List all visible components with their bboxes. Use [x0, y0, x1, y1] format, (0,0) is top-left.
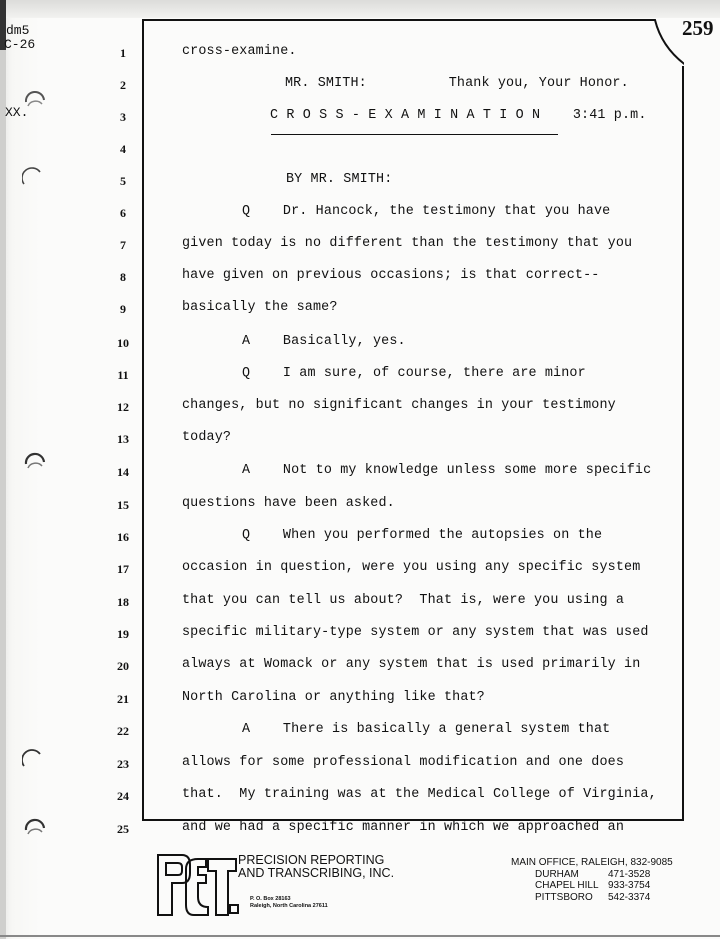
transcript-line: have given on previous occasions; is that correct--	[182, 268, 600, 283]
line-number: 21	[117, 692, 129, 706]
heading-underline	[271, 134, 558, 135]
transcript-line: occasion in question, were you using any specific system	[182, 560, 641, 575]
transcript-line: allows for some professional modification and one does	[182, 755, 625, 770]
line-number: 15	[117, 498, 129, 512]
scan-top-shadow	[0, 0, 720, 18]
margin-mark: XX.	[5, 105, 29, 120]
margin-initials: dm5	[6, 23, 30, 38]
transcript-line: Q Dr. Hancock, the testimony that you have	[242, 204, 611, 219]
scan-left-edge	[0, 0, 6, 939]
transcript-line: that you can tell us about? That is, were you using a	[182, 593, 625, 608]
line-number: 10	[117, 336, 129, 350]
line-number: 4	[120, 142, 126, 156]
firm-name	[238, 854, 394, 880]
transcript-line: questions have been asked.	[182, 496, 395, 511]
office-phone: 933-3754	[608, 880, 651, 891]
transcript-line: C R O S S - E X A M I N A T I O N 3:41 p.m.	[270, 108, 647, 123]
firm-address	[250, 896, 328, 910]
line-number: 11	[117, 368, 129, 382]
line-number: 17	[117, 562, 129, 576]
line-number: 2	[120, 78, 126, 92]
transcript-line: given today is no different than the testimony that you	[182, 236, 633, 251]
transcript-line: A Not to my knowledge unless some more specific	[242, 463, 652, 478]
footer-rule	[0, 935, 720, 937]
line-number: 25	[117, 822, 129, 836]
binder-hole-icon	[22, 812, 48, 838]
margin-code: C-26	[4, 37, 36, 52]
binder-hole-icon	[22, 164, 48, 190]
line-number: 9	[120, 302, 126, 316]
transcript-line: and we had a specific manner in which we approached an	[182, 820, 625, 835]
line-number: 5	[120, 174, 126, 188]
transcript-line: A Basically, yes.	[242, 334, 406, 349]
office-phone: 471-3528	[608, 868, 651, 880]
transcript-line: North Carolina or anything like that?	[182, 690, 485, 705]
office-row	[511, 892, 673, 904]
transcript-line: that. My training was at the Medical College of Virginia,	[182, 787, 657, 802]
main-office: MAIN OFFICE, RALEIGH, 832-9085	[511, 857, 673, 868]
line-number: 18	[117, 595, 129, 609]
transcript-line: basically the same?	[182, 300, 338, 315]
transcript-line: today?	[182, 430, 232, 445]
office-city: DURHAM	[535, 868, 579, 880]
line-number: 24	[117, 789, 129, 803]
line-number: 8	[120, 270, 126, 284]
transcript-line: changes, but no significant changes in your testimony	[182, 398, 616, 413]
line-number: 16	[117, 530, 129, 544]
transcript-line: A There is basically a general system that	[242, 722, 611, 737]
address-line-1: P. O. Box 28163	[250, 896, 291, 902]
line-number: 20	[117, 659, 129, 673]
transcript-line: specific military-type system or any system that was used	[182, 625, 649, 640]
line-number: 7	[120, 238, 126, 252]
line-number: 14	[117, 465, 129, 479]
transcript-line: always at Womack or any system that is used primarily in	[182, 657, 641, 672]
line-number: 12	[117, 400, 129, 414]
line-number: 1	[120, 46, 126, 60]
binder-hole-icon	[22, 744, 48, 770]
firm-line-1: PRECISION REPORTING	[238, 853, 385, 867]
office-list	[511, 857, 673, 903]
line-number: 23	[117, 757, 129, 771]
address-line-2: Raleigh, North Carolina 27611	[250, 903, 328, 909]
line-number: 22	[117, 724, 129, 738]
office-row	[511, 880, 673, 892]
binder-hole-icon	[22, 446, 48, 472]
line-number: 3	[120, 110, 126, 124]
transcript-line: MR. SMITH: Thank you, Your Honor.	[285, 76, 629, 91]
line-number: 19	[117, 627, 129, 641]
transcript-line: Q When you performed the autopsies on the	[242, 528, 603, 543]
office-city: CHAPEL HILL	[535, 880, 599, 891]
office-phone: 542-3374	[608, 891, 651, 903]
office-city: PITTSBORO	[535, 891, 593, 903]
line-number: 13	[117, 432, 129, 446]
line-number: 6	[120, 206, 126, 220]
pt-logo-icon	[156, 853, 240, 917]
page-number: 259	[682, 16, 714, 40]
transcript-line: BY MR. SMITH:	[286, 172, 393, 187]
transcript-line: Q I am sure, of course, there are minor	[242, 366, 586, 381]
office-row	[511, 869, 673, 881]
binder-hole-icon	[22, 84, 48, 110]
firm-line-2: AND TRANSCRIBING, INC.	[238, 866, 395, 880]
transcript-line: cross-examine.	[182, 44, 297, 59]
